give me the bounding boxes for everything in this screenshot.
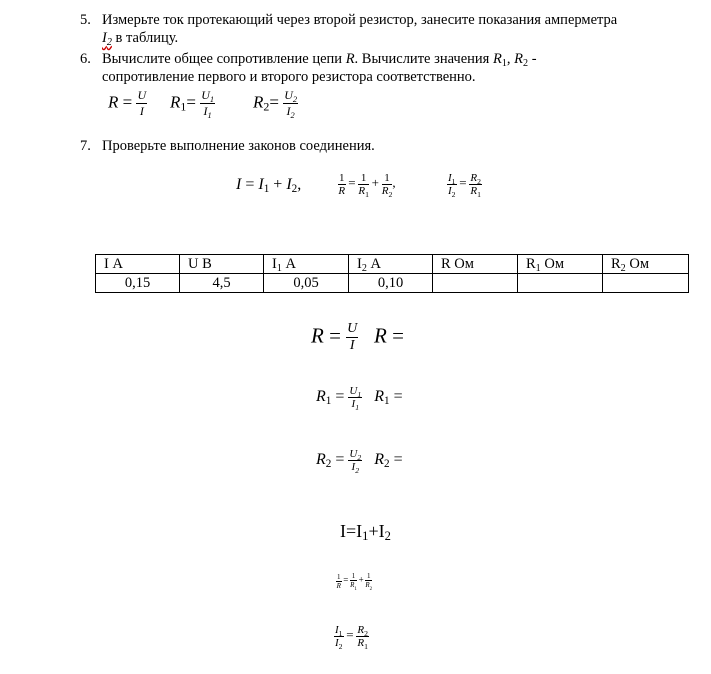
item-6-line1: Вычислите общее сопротивление цепи R. Вычислите значения $R_1$, $R_2$ - bbox=[102, 51, 537, 69]
item-6-number: 6. bbox=[80, 51, 91, 67]
value-cell: 4,5 bbox=[180, 274, 264, 293]
law-current-sum: $I = I_1 + I_2$, bbox=[236, 176, 302, 195]
table-row bbox=[96, 274, 689, 293]
formula-r1-u1i1: $R_1=$ $\frac{U_1}{I_1}$ bbox=[170, 88, 215, 120]
calc-current-ratio: $\frac{I_1}{I_2}$ = $\frac{R_2}{R_1}$ bbox=[335, 624, 368, 651]
header-cell: U В bbox=[180, 255, 264, 274]
value-cell: 0,10 bbox=[349, 274, 433, 293]
header-cell: I А bbox=[96, 255, 180, 274]
calc-current-sum: $I=I_1+I_2$ bbox=[340, 521, 391, 543]
header-cell: R Ом bbox=[433, 255, 518, 274]
item-5-line1: Измерьте ток протекающий через второй резистор, занесите показания амперметра bbox=[102, 12, 618, 28]
header-cell: $R_2$ Ом bbox=[603, 255, 689, 274]
formula-r-ui: R = $\frac{U}{I}$ bbox=[108, 88, 147, 118]
calc-r: R = $\frac{U}{I}$ R = bbox=[311, 321, 404, 353]
law-current-ratio: $\frac{I_1}{I_2}$ = $\frac{R_2}{R_1}$ bbox=[448, 172, 481, 199]
value-cell: 0,05 bbox=[264, 274, 349, 293]
item-5-number: 5. bbox=[80, 12, 91, 28]
value-cell bbox=[603, 274, 689, 293]
header-cell: $R_1$ Ом bbox=[518, 255, 603, 274]
calc-r2: $R_2$ = $\frac{U_2}{I_2}$ $R_2$ = bbox=[316, 448, 403, 475]
item-7-text: Проверьте выполнение законов соединения. bbox=[102, 138, 375, 154]
value-cell bbox=[518, 274, 603, 293]
item-7-number: 7. bbox=[80, 138, 91, 154]
formula-r2-u2i2: $R_2=$ $\frac{U_2}{I_2}$ bbox=[253, 88, 298, 120]
value-cell bbox=[433, 274, 518, 293]
value-cell: 0,15 bbox=[96, 274, 180, 293]
calc-r1: $R_1$ = $\frac{U_1}{I_1}$ $R_1$ = bbox=[316, 385, 403, 412]
header-cell: $I_1$ А bbox=[264, 255, 349, 274]
calc-resistance-inverse: $\frac{1}{R}$ = $\frac{1}{R_1}$ + $\frac{1}{R_2}$ bbox=[336, 572, 373, 592]
law-resistance-inverse: $\frac{1}{R}$ = $\frac{1}{R_1}$ + $\frac{1}{R_2}$ , bbox=[338, 172, 396, 199]
header-cell: $I_2$ А bbox=[349, 255, 433, 274]
table-header-row bbox=[96, 255, 689, 274]
measurement-table bbox=[95, 254, 689, 293]
item-5-line2: $I_2$ в таблицу. bbox=[102, 30, 179, 48]
item-6-line2: сопротивление первого и второго резистора соответственно. bbox=[102, 69, 476, 85]
item-5-var: $I_2$ bbox=[102, 30, 112, 48]
